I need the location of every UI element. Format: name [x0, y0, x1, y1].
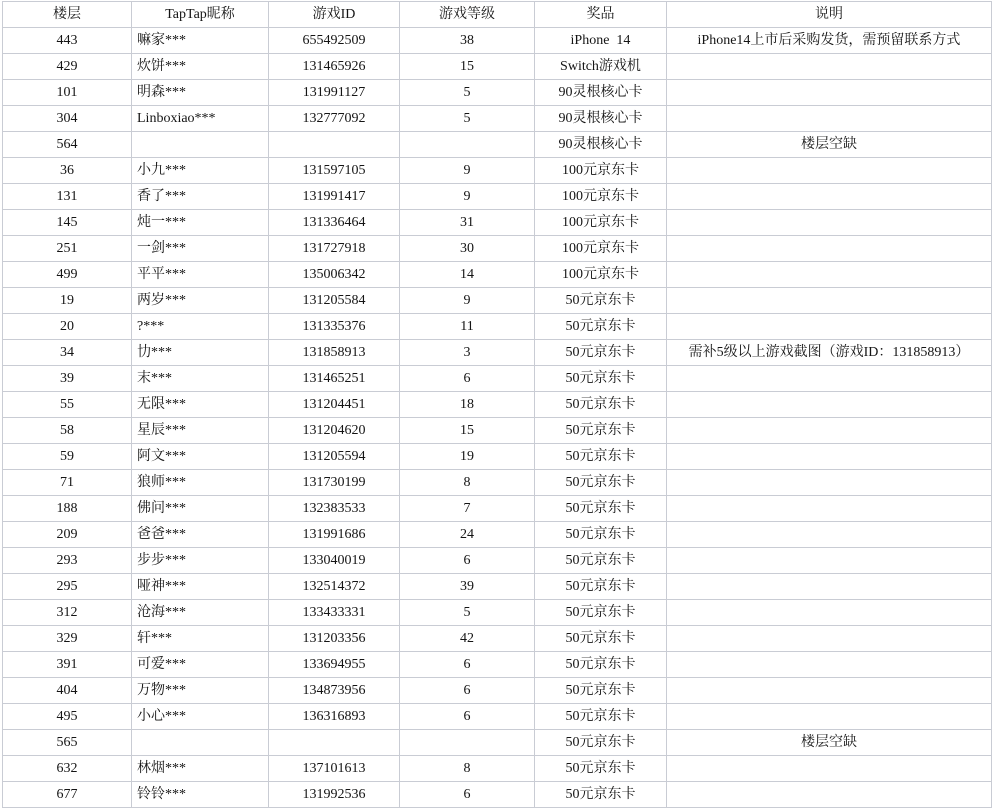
prize-table: [2, 1, 992, 808]
cell-prize[interactable]: 50元京东卡: [535, 314, 667, 340]
cell-prize[interactable]: Switch游戏机: [535, 54, 667, 80]
cell-floor[interactable]: 209: [3, 522, 132, 548]
cell-level[interactable]: 8: [400, 756, 535, 782]
cell-prize[interactable]: iPhone 14: [535, 28, 667, 54]
cell-note[interactable]: [667, 366, 992, 392]
cell-level[interactable]: 9: [400, 288, 535, 314]
cell-game-id[interactable]: 134873956: [269, 678, 400, 704]
cell-note[interactable]: [667, 210, 992, 236]
cell-floor[interactable]: 59: [3, 444, 132, 470]
cell-nickname[interactable]: 沧海***: [132, 600, 269, 626]
cell-note[interactable]: [667, 626, 992, 652]
cell-level[interactable]: 42: [400, 626, 535, 652]
cell-level[interactable]: 15: [400, 418, 535, 444]
cell-prize[interactable]: 50元京东卡: [535, 470, 667, 496]
cell-game-id[interactable]: 131597105: [269, 158, 400, 184]
cell-nickname[interactable]: 炊饼***: [132, 54, 269, 80]
cell-prize[interactable]: 100元京东卡: [535, 262, 667, 288]
cell-floor[interactable]: 188: [3, 496, 132, 522]
cell-game-id[interactable]: 133040019: [269, 548, 400, 574]
cell-level[interactable]: 39: [400, 574, 535, 600]
cell-nickname[interactable]: ?***: [132, 314, 269, 340]
cell-game-id[interactable]: 131991127: [269, 80, 400, 106]
cell-game-id[interactable]: 131730199: [269, 470, 400, 496]
cell-floor[interactable]: 404: [3, 678, 132, 704]
cell-floor[interactable]: 58: [3, 418, 132, 444]
cell-level[interactable]: 19: [400, 444, 535, 470]
cell-floor[interactable]: 101: [3, 80, 132, 106]
table-row: [3, 418, 992, 444]
cell-note[interactable]: [667, 470, 992, 496]
cell-level[interactable]: 11: [400, 314, 535, 340]
cell-nickname[interactable]: 林烟***: [132, 756, 269, 782]
cell-prize[interactable]: 50元京东卡: [535, 652, 667, 678]
cell-prize[interactable]: 50元京东卡: [535, 704, 667, 730]
cell-level[interactable]: 14: [400, 262, 535, 288]
cell-nickname[interactable]: [132, 132, 269, 158]
cell-floor[interactable]: 565: [3, 730, 132, 756]
cell-nickname[interactable]: 炖一***: [132, 210, 269, 236]
cell-game-id[interactable]: 131203356: [269, 626, 400, 652]
cell-level[interactable]: 5: [400, 80, 535, 106]
cell-nickname[interactable]: 平平***: [132, 262, 269, 288]
cell-floor[interactable]: 19: [3, 288, 132, 314]
cell-note[interactable]: [667, 418, 992, 444]
cell-game-id[interactable]: 131465926: [269, 54, 400, 80]
cell-floor[interactable]: 564: [3, 132, 132, 158]
cell-game-id[interactable]: 132777092: [269, 106, 400, 132]
cell-note[interactable]: [667, 496, 992, 522]
table-row: [3, 210, 992, 236]
cell-game-id[interactable]: 131204451: [269, 392, 400, 418]
cell-level[interactable]: 6: [400, 704, 535, 730]
table-row: [3, 80, 992, 106]
cell-nickname[interactable]: 两岁***: [132, 288, 269, 314]
cell-prize[interactable]: 50元京东卡: [535, 288, 667, 314]
table-row: [3, 54, 992, 80]
table-row: [3, 184, 992, 210]
cell-level[interactable]: 6: [400, 678, 535, 704]
cell-floor[interactable]: 39: [3, 366, 132, 392]
cell-note[interactable]: [667, 782, 992, 808]
cell-level[interactable]: 8: [400, 470, 535, 496]
cell-floor[interactable]: 295: [3, 574, 132, 600]
cell-nickname[interactable]: 香了***: [132, 184, 269, 210]
cell-nickname[interactable]: 无限***: [132, 392, 269, 418]
cell-note[interactable]: [667, 522, 992, 548]
cell-game-id[interactable]: 133433331: [269, 600, 400, 626]
cell-prize[interactable]: 50元京东卡: [535, 548, 667, 574]
cell-prize[interactable]: 90灵根核心卡: [535, 80, 667, 106]
table-row: [3, 28, 992, 54]
cell-note[interactable]: [667, 652, 992, 678]
cell-floor[interactable]: 131: [3, 184, 132, 210]
cell-prize[interactable]: 50元京东卡: [535, 496, 667, 522]
cell-game-id[interactable]: 655492509: [269, 28, 400, 54]
cell-note[interactable]: 楼层空缺: [667, 730, 992, 756]
cell-prize[interactable]: 50元京东卡: [535, 522, 667, 548]
cell-level[interactable]: [400, 132, 535, 158]
cell-nickname[interactable]: 嘛家***: [132, 28, 269, 54]
table-row: [3, 132, 992, 158]
cell-level[interactable]: 9: [400, 158, 535, 184]
cell-floor[interactable]: 495: [3, 704, 132, 730]
cell-level[interactable]: 5: [400, 600, 535, 626]
table-row: [3, 470, 992, 496]
table-row: [3, 288, 992, 314]
cell-game-id[interactable]: 135006342: [269, 262, 400, 288]
cell-floor[interactable]: 677: [3, 782, 132, 808]
cell-game-id[interactable]: 131992536: [269, 782, 400, 808]
cell-prize[interactable]: 50元京东卡: [535, 782, 667, 808]
cell-game-id[interactable]: 131465251: [269, 366, 400, 392]
cell-floor[interactable]: 36: [3, 158, 132, 184]
cell-note[interactable]: [667, 314, 992, 340]
cell-floor[interactable]: 55: [3, 392, 132, 418]
cell-nickname[interactable]: 可爱***: [132, 652, 269, 678]
cell-level[interactable]: 30: [400, 236, 535, 262]
cell-level[interactable]: 18: [400, 392, 535, 418]
cell-nickname[interactable]: 铃铃***: [132, 782, 269, 808]
cell-note[interactable]: [667, 574, 992, 600]
cell-note[interactable]: [667, 600, 992, 626]
cell-prize[interactable]: 90灵根核心卡: [535, 132, 667, 158]
cell-note[interactable]: [667, 106, 992, 132]
cell-game-id[interactable]: 131858913: [269, 340, 400, 366]
cell-note[interactable]: [667, 548, 992, 574]
cell-nickname[interactable]: 步步***: [132, 548, 269, 574]
header-prize[interactable]: 奖品: [535, 2, 667, 28]
cell-prize[interactable]: 100元京东卡: [535, 236, 667, 262]
cell-floor[interactable]: 145: [3, 210, 132, 236]
cell-floor[interactable]: 34: [3, 340, 132, 366]
cell-note[interactable]: [667, 444, 992, 470]
table-row: [3, 158, 992, 184]
cell-game-id[interactable]: 131991417: [269, 184, 400, 210]
cell-note[interactable]: iPhone14上市后采购发货，需预留联系方式: [667, 28, 992, 54]
cell-nickname[interactable]: 哑神***: [132, 574, 269, 600]
table-row: [3, 548, 992, 574]
table-row: [3, 340, 992, 366]
cell-game-id[interactable]: 131727918: [269, 236, 400, 262]
cell-prize[interactable]: 50元京东卡: [535, 418, 667, 444]
cell-level[interactable]: 15: [400, 54, 535, 80]
cell-floor[interactable]: 391: [3, 652, 132, 678]
cell-game-id[interactable]: [269, 730, 400, 756]
cell-floor[interactable]: 429: [3, 54, 132, 80]
cell-level[interactable]: 3: [400, 340, 535, 366]
cell-note[interactable]: [667, 756, 992, 782]
cell-game-id[interactable]: 131205594: [269, 444, 400, 470]
cell-nickname[interactable]: 星辰***: [132, 418, 269, 444]
cell-prize[interactable]: 90灵根核心卡: [535, 106, 667, 132]
cell-level[interactable]: 24: [400, 522, 535, 548]
table-row: [3, 366, 992, 392]
cell-game-id[interactable]: 132383533: [269, 496, 400, 522]
cell-nickname[interactable]: 小九***: [132, 158, 269, 184]
cell-prize[interactable]: 50元京东卡: [535, 340, 667, 366]
table-row: [3, 392, 992, 418]
cell-floor[interactable]: 632: [3, 756, 132, 782]
cell-level[interactable]: 7: [400, 496, 535, 522]
table-row: [3, 756, 992, 782]
cell-level[interactable]: 6: [400, 548, 535, 574]
cell-note[interactable]: 楼层空缺: [667, 132, 992, 158]
cell-game-id[interactable]: 131205584: [269, 288, 400, 314]
cell-nickname[interactable]: 小心***: [132, 704, 269, 730]
cell-nickname[interactable]: [132, 730, 269, 756]
cell-nickname[interactable]: 明森***: [132, 80, 269, 106]
cell-prize[interactable]: 50元京东卡: [535, 756, 667, 782]
cell-note[interactable]: [667, 80, 992, 106]
cell-floor[interactable]: 443: [3, 28, 132, 54]
cell-nickname[interactable]: 轩***: [132, 626, 269, 652]
cell-nickname[interactable]: 㔹***: [132, 340, 269, 366]
cell-prize[interactable]: 50元京东卡: [535, 678, 667, 704]
cell-game-id[interactable]: 132514372: [269, 574, 400, 600]
table-row: [3, 652, 992, 678]
table-row: [3, 626, 992, 652]
cell-level[interactable]: 9: [400, 184, 535, 210]
cell-prize[interactable]: 50元京东卡: [535, 392, 667, 418]
table-row: [3, 782, 992, 808]
table-row: [3, 704, 992, 730]
cell-game-id[interactable]: 136316893: [269, 704, 400, 730]
cell-note[interactable]: [667, 54, 992, 80]
cell-nickname[interactable]: 一剑***: [132, 236, 269, 262]
table-row: [3, 522, 992, 548]
cell-note[interactable]: [667, 236, 992, 262]
cell-note[interactable]: [667, 184, 992, 210]
cell-floor[interactable]: 20: [3, 314, 132, 340]
cell-game-id[interactable]: 133694955: [269, 652, 400, 678]
table-row: [3, 106, 992, 132]
cell-floor[interactable]: 329: [3, 626, 132, 652]
table-row: [3, 678, 992, 704]
cell-note[interactable]: [667, 262, 992, 288]
cell-prize[interactable]: 50元京东卡: [535, 366, 667, 392]
cell-game-id[interactable]: 131204620: [269, 418, 400, 444]
cell-note[interactable]: [667, 678, 992, 704]
cell-note[interactable]: [667, 158, 992, 184]
cell-floor[interactable]: 251: [3, 236, 132, 262]
header-level[interactable]: 游戏等级: [400, 2, 535, 28]
table-row: [3, 444, 992, 470]
cell-floor[interactable]: 304: [3, 106, 132, 132]
cell-level[interactable]: 5: [400, 106, 535, 132]
header-game-id[interactable]: 游戏ID: [269, 2, 400, 28]
header-note[interactable]: 说明: [667, 2, 992, 28]
cell-game-id[interactable]: 131991686: [269, 522, 400, 548]
cell-note[interactable]: [667, 288, 992, 314]
cell-game-id[interactable]: 131336464: [269, 210, 400, 236]
cell-game-id[interactable]: 131335376: [269, 314, 400, 340]
cell-floor[interactable]: 312: [3, 600, 132, 626]
cell-game-id[interactable]: [269, 132, 400, 158]
cell-prize[interactable]: 100元京东卡: [535, 210, 667, 236]
cell-nickname[interactable]: 佛问***: [132, 496, 269, 522]
cell-game-id[interactable]: 137101613: [269, 756, 400, 782]
cell-nickname[interactable]: 末***: [132, 366, 269, 392]
cell-level[interactable]: 6: [400, 366, 535, 392]
cell-prize[interactable]: 100元京东卡: [535, 184, 667, 210]
cell-prize[interactable]: 100元京东卡: [535, 158, 667, 184]
table-row: [3, 574, 992, 600]
table-row: [3, 314, 992, 340]
cell-nickname[interactable]: 狼师***: [132, 470, 269, 496]
table-row: [3, 730, 992, 756]
table-row: [3, 496, 992, 522]
cell-level[interactable]: [400, 730, 535, 756]
table-row: [3, 236, 992, 262]
cell-nickname[interactable]: Linboxiao***: [132, 106, 269, 132]
cell-note[interactable]: 需补5级以上游戏截图（游戏ID：131858913）: [667, 340, 992, 366]
header-row: [3, 2, 992, 28]
cell-prize[interactable]: 50元京东卡: [535, 574, 667, 600]
cell-floor[interactable]: 293: [3, 548, 132, 574]
cell-floor[interactable]: 71: [3, 470, 132, 496]
cell-nickname[interactable]: 爸爸***: [132, 522, 269, 548]
table-row: [3, 600, 992, 626]
cell-level[interactable]: 38: [400, 28, 535, 54]
cell-prize[interactable]: 50元京东卡: [535, 444, 667, 470]
cell-level[interactable]: 31: [400, 210, 535, 236]
cell-prize[interactable]: 50元京东卡: [535, 626, 667, 652]
cell-note[interactable]: [667, 392, 992, 418]
header-floor[interactable]: 楼层: [3, 2, 132, 28]
cell-prize[interactable]: 50元京东卡: [535, 600, 667, 626]
header-nickname[interactable]: TapTap昵称: [132, 2, 269, 28]
cell-prize[interactable]: 50元京东卡: [535, 730, 667, 756]
cell-floor[interactable]: 499: [3, 262, 132, 288]
cell-level[interactable]: 6: [400, 782, 535, 808]
table-row: [3, 262, 992, 288]
cell-note[interactable]: [667, 704, 992, 730]
cell-level[interactable]: 6: [400, 652, 535, 678]
cell-nickname[interactable]: 阿文***: [132, 444, 269, 470]
cell-nickname[interactable]: 万物***: [132, 678, 269, 704]
